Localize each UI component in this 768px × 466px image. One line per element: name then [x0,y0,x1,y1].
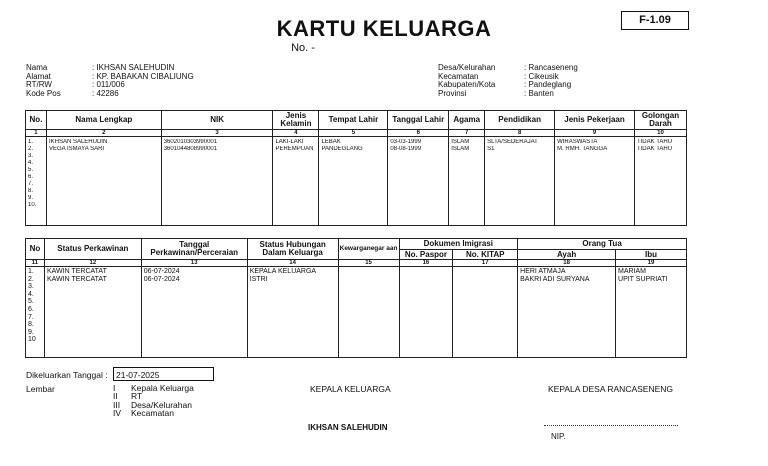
info-row-kodepos: Kode Pos : 42286 [26,88,119,98]
head-of-family-signature-label: KEPALA KELUARGA [310,384,391,394]
lembar-list [113,384,194,418]
info-row-provinsi: Provinsi : Banten [438,88,554,98]
info-row-nama: Nama : IKHSAN SALEHUDIN [26,63,175,72]
list-item: II RT [113,391,143,402]
blood-type-cell: TIDAK TAHU TIDAK TAHU [634,137,686,226]
marriage-date-cell: 06-07-2024 06-07-2024 [141,267,247,358]
table-header-row [26,111,687,130]
col-header: Tanggal Perkawinan/Perceraian [141,239,247,260]
col-header: Golongan Darah [634,111,686,130]
col-header: Jenis Kelamin [273,111,319,130]
table-body [26,137,687,226]
col-header: Dokumen Imigrasi [399,239,518,250]
info-row-rtrw: RT/RW : 011/006 [26,80,125,90]
col-header: No. KITAP [453,250,518,260]
table-body [26,267,687,358]
col-header: Status Perkawinan [44,239,141,260]
mother-cell: MARIAM UPIT SUPRIATI [616,267,687,358]
col-header: Tanggal Lahir [388,111,449,130]
info-row-alamat: Alamat : KP. BABAKAN CIBALIUNG [26,71,194,81]
birthplace-cell: LEBAK PANDEGLANG [319,137,388,226]
col-header: NIK [161,111,273,130]
col-header: Jenis Pekerjaan [555,111,635,130]
info-row-desa: Desa/Kelurahan : Rancaseneng [438,63,578,72]
issued-date-box: 21-07-2025 [113,367,214,381]
table-header-row [26,239,687,250]
col-header: Ibu [616,250,687,260]
col-header: Nama Lengkap [46,111,161,130]
occupation-cell: WIRASWASTA M. RMH. TANGGA [555,137,635,226]
issued-date-label: Dikeluarkan Tanggal : [26,370,108,380]
col-header: Orang Tua [518,239,687,250]
gender-cell: LAKI-LAKI PEREMPUAN [273,137,319,226]
family-members-table [25,110,687,226]
list-item: III Desa/Kelurahan [113,399,192,410]
list-item: I Kepala Keluarga [113,383,194,393]
info-row-kecamatan: Kecamatan : Cikeusik [438,71,559,81]
col-header: Tempat Lahir [319,111,388,130]
form-code-badge: F-1.09 [621,11,689,30]
head-of-family-info [26,64,194,98]
col-header: Status Hubungan Dalam Keluarga [247,239,338,260]
father-cell: HERI ATMAJA BAKRI ADI SURYANA [518,267,616,358]
birthdate-cell: 03-03-1999 08-08-1999 [388,137,449,226]
info-row-kabupaten: Kabupaten/Kota : Pandeglang [438,80,572,90]
head-of-family-name: IKHSAN SALEHUDIN [308,423,388,432]
education-cell: SLTA/SEDERAJAT S1 [485,137,555,226]
passport-cell [399,267,453,358]
col-header: Ayah [518,250,616,260]
lembar-label: Lembar [26,384,55,394]
document-title: KARTU KELUARGA [276,16,492,41]
kitap-cell [453,267,518,358]
signature-line [544,425,678,426]
religion-cell: ISLAM ISLAM [449,137,485,226]
village-head-signature-label: KEPALA DESA RANCASENENG [548,384,674,394]
nip-label: NIP. [551,432,566,441]
col-header: No [26,239,45,260]
region-info [438,64,578,98]
nik-cell: 3602010303990001 3601044808990001 [161,137,273,226]
col-header: Kewarganegar aan [338,239,399,260]
col-header: Agama [449,111,485,130]
col-header: No. Paspor [399,250,453,260]
civil-status-table [25,238,687,358]
document-number: No. - [291,42,315,54]
row-number-list: 1. 2. 3. 4. 5. 6. 7. 8. 9. 10. [26,137,47,226]
column-number-row: 1 2 3 4 5 6 7 8 9 10 [26,130,687,137]
marital-status-cell: KAWIN TERCATAT KAWIN TERCATAT [44,267,141,358]
citizenship-cell [338,267,399,358]
relationship-cell: KEPALA KELUARGA ISTRI [247,267,338,358]
column-number-row: 11 12 13 14 15 16 17 18 19 [26,260,687,267]
nama-cell: IKHSAN SALEHUDIN VEGA ISMAYA SARI [46,137,161,226]
row-number-list: 1. 2. 3. 4. 5. 6. 7. 8. 9. 10 [26,267,45,358]
col-header: Pendidikan [485,111,555,130]
list-item: IV Kecamatan [113,408,174,419]
col-header: No. [26,111,47,130]
